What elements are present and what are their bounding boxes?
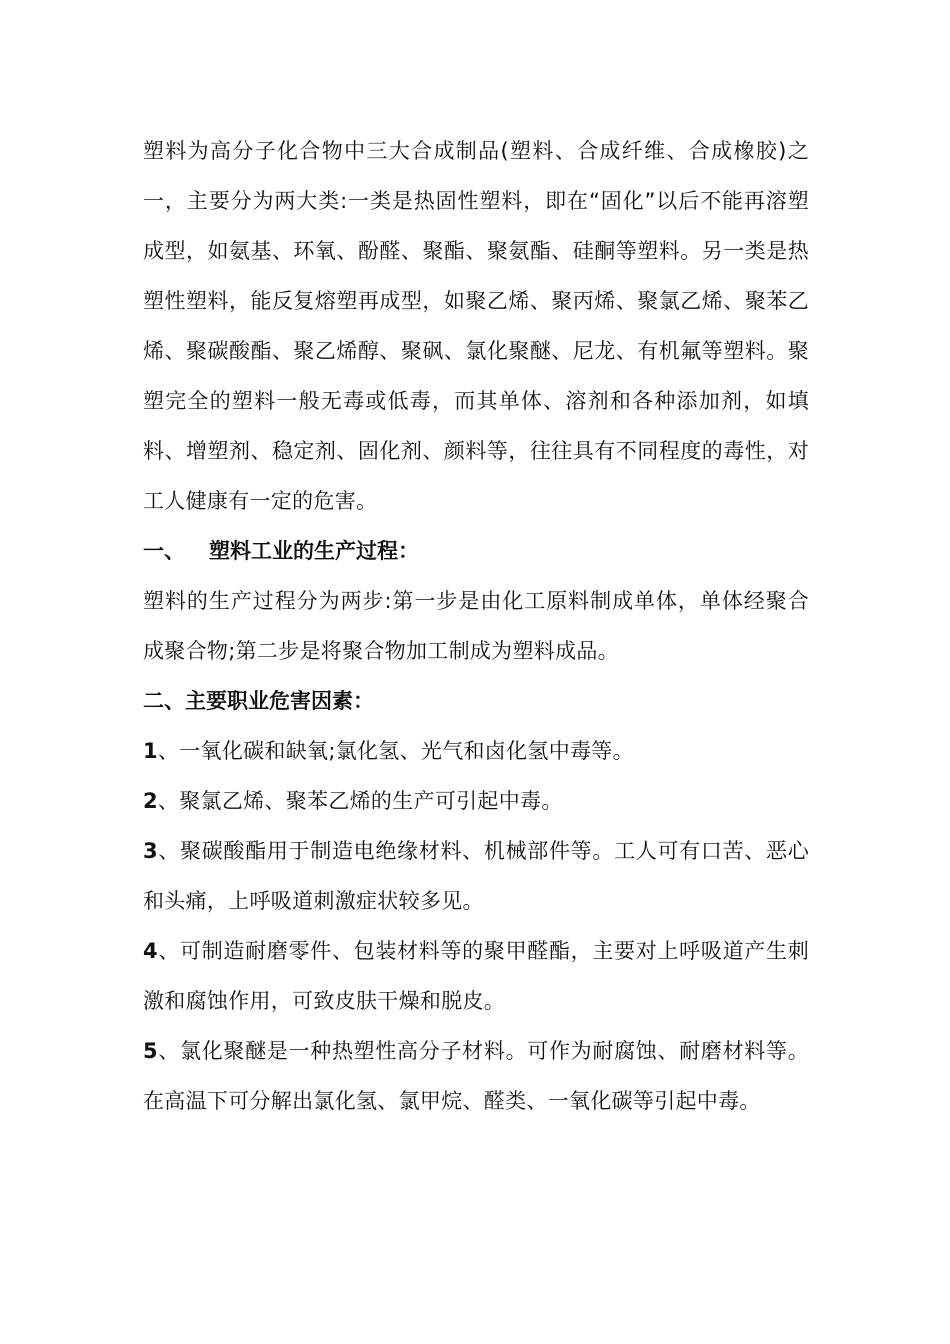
item-number: 4 [143, 939, 158, 963]
item-text: 、可制造耐磨零件、包装材料等的聚甲醛酯，主要对上呼吸道产生刺激和腐蚀作用，可致皮肤干燥和脱皮。 [143, 939, 809, 1013]
section-number: 一、 [143, 539, 185, 563]
item-number: 1 [143, 739, 158, 763]
item-text: 、聚氯乙烯、聚苯乙烯的生产可引起中毒。 [157, 789, 563, 813]
item-text: 、聚碳酸酯用于制造电绝缘材料、机械部件等。工人可有口苦、恶心和头痛，上呼吸道刺激症状较多见。 [143, 839, 809, 913]
list-item [143, 926, 809, 1026]
list-item [143, 826, 809, 926]
item-number: 5 [143, 1039, 158, 1063]
item-number: 3 [143, 839, 158, 863]
list-item [143, 1026, 809, 1126]
item-text: 、一氧化碳和缺氧;氯化氢、光气和卤化氢中毒等。 [157, 739, 634, 763]
document-page [143, 126, 809, 1126]
item-number: 2 [143, 789, 158, 813]
intro-paragraph: 塑料为高分子化合物中三大合成制品(塑料、合成纤维、合成橡胶)之一，主要分为两大类:一类是热固性塑料，即在“固化”以后不能再溶塑成型，如氨基、环氧、酚醛、聚酯、聚氨酯、硅酮等塑料。另一类是热塑性塑料，能反复熔塑再成型，如聚乙烯、聚丙烯、聚氯乙烯、聚苯乙烯、聚碳酸酯、聚乙烯醇、聚砜、氯化聚醚、尼龙、有机氟等塑料。聚塑完全的塑料一般无毒或低毒，而其单体、溶剂和各种添加剂，如填料、增塑剂、稳定剂、固化剂、颜料等，往往具有不同程度的毒性，对工人健康有一定的危害。 [143, 139, 809, 513]
section-heading-hazards: 二、主要职业危害因素： [143, 689, 374, 713]
production-paragraph: 塑料的生产过程分为两步:第一步是由化工原料制成单体，单体经聚合成聚合物;第二步是将聚合物加工制成为塑料成品。 [143, 589, 809, 663]
list-item [143, 726, 809, 776]
section-heading-production [143, 526, 809, 576]
list-item [143, 776, 809, 826]
section-title: 塑料工业的生产过程： [209, 539, 419, 563]
item-text: 、氯化聚醚是一种热塑性高分子材料。可作为耐腐蚀、耐磨材料等。在高温下可分解出氯化氢、氯甲烷、醛类、一氧化碳等引起中毒。 [143, 1039, 809, 1113]
